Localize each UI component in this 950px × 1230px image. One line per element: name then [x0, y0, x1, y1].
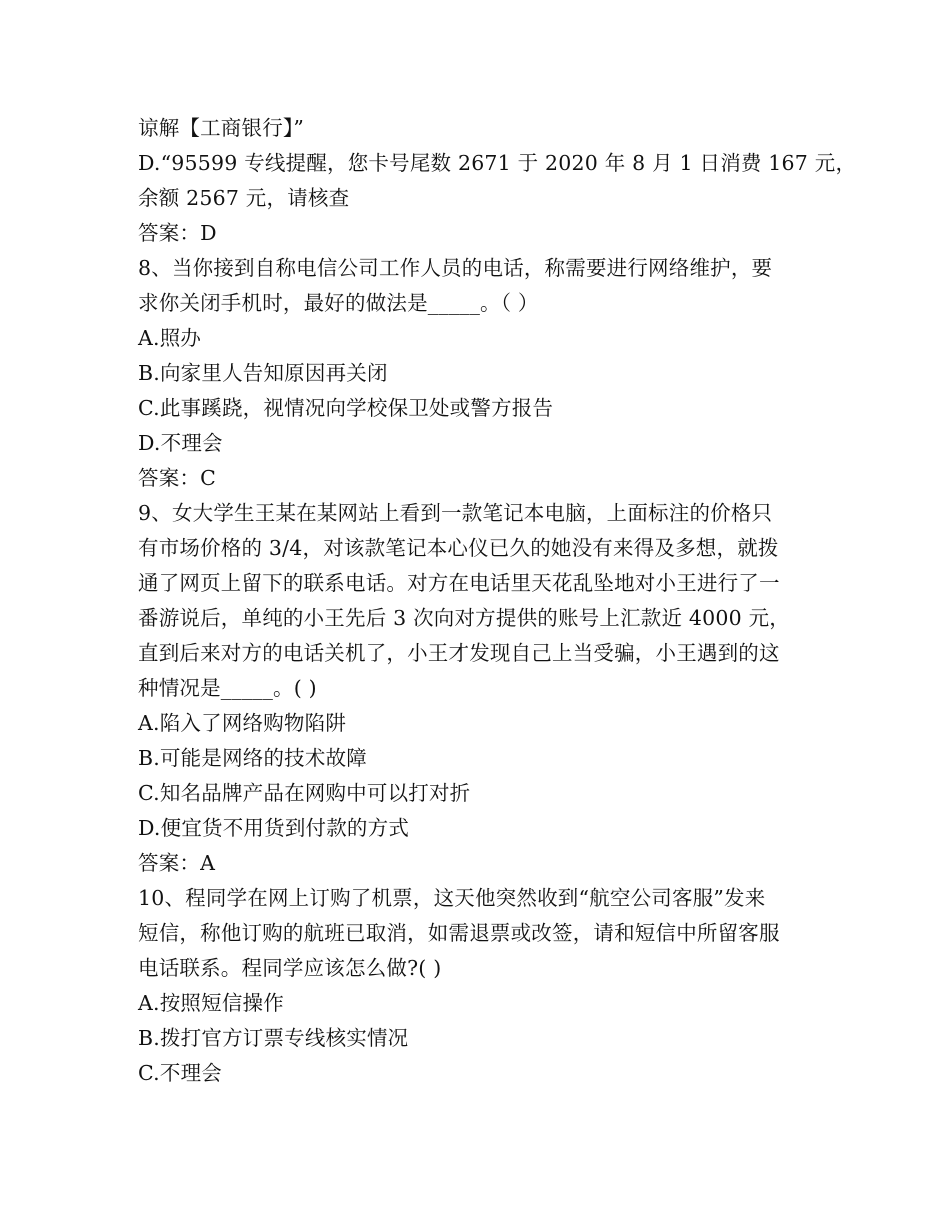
question-9-line: 直到后来对方的电话关机了，小王才发现自己上当受骗，小王遇到的这 — [138, 641, 780, 665]
question-9-line: 通了网页上留下的联系电话。对方在电话里天花乱坠地对小王进行了一 — [138, 571, 780, 595]
text-line: 余额 2567 元，请核查 — [138, 186, 350, 210]
question-10-line: 短信，称他订购的航班已取消，如需退票或改签，请和短信中所留客服 — [138, 921, 780, 945]
question-9-line: 番游说后，单纯的小王先后 3 次向对方提供的账号上汇款近 4000 元， — [138, 606, 790, 630]
option-b-line: B.向家里人告知原因再关闭 — [138, 361, 388, 385]
question-10-line: 电话联系。程同学应该怎么做?( ) — [138, 956, 442, 980]
option-b-line: B.可能是网络的技术故障 — [138, 746, 367, 770]
question-9-line: 种情况是_____。( ) — [138, 676, 317, 700]
option-c-line: C.此事蹊跷，视情况向学校保卫处或警方报告 — [138, 396, 554, 420]
option-d-line: D.便宜货不用货到付款的方式 — [138, 816, 410, 840]
question-8-line: 求你关闭手机时，最好的做法是_____。（ ） — [138, 291, 539, 315]
question-10-line: 10、程同学在网上订购了机票，这天他突然收到“航空公司客服”发来 — [138, 886, 766, 910]
document-body — [138, 111, 857, 1091]
option-b-line: B.拨打官方订票专线核实情况 — [138, 1026, 409, 1050]
question-9-line: 有市场价格的 3/4，对该款笔记本心仪已久的她没有来得及多想，就拨 — [138, 536, 779, 560]
option-c-line: C.知名品牌产品在网购中可以打对折 — [138, 781, 471, 805]
question-9-line: 9、女大学生王某在某网站上看到一款笔记本电脑，上面标注的价格只 — [138, 501, 773, 525]
option-c-line: C.不理会 — [138, 1061, 222, 1085]
answer-line: 答案：A — [138, 851, 216, 875]
option-a-line: A.陷入了网络购物陷阱 — [138, 711, 347, 735]
option-d-line: D.不理会 — [138, 431, 223, 455]
question-8-line: 8、当你接到自称电信公司工作人员的电话，称需要进行网络维护，要 — [138, 256, 773, 280]
answer-line: 答案：D — [138, 221, 217, 245]
answer-line: 答案：C — [138, 466, 216, 490]
option-d-line: D.“95599 专线提醒，您卡号尾数 2671 于 2020 年 8 月 1 日消费 167 元， — [138, 151, 857, 175]
text-line: 谅解【工商银行】” — [138, 116, 305, 140]
option-a-line: A.按照短信操作 — [138, 991, 284, 1015]
option-a-line: A.照办 — [138, 326, 202, 350]
